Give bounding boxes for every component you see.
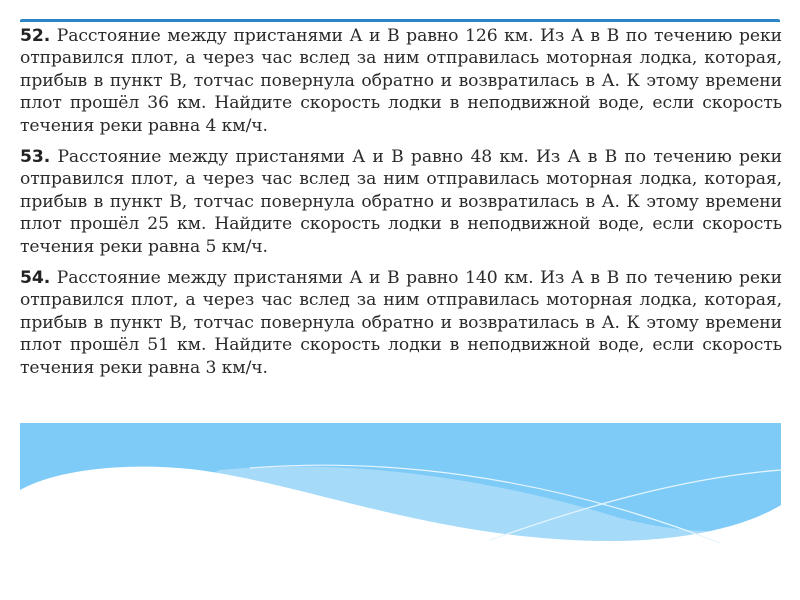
top-divider-line: [20, 19, 780, 22]
problem-text: Расстояние между пристанями А и В равно 48 км. Из А в В по течению реки отправился плот, а через час вслед за ним отправилась моторная лодка, которая, прибыв в пункт В, тотчас повернула обратно и возвратилась в А. К этому времени плот прошёл 25 км. Найдите скорость лодки в неподвижной воде, если скорость течения реки равна 5 км/ч.: [20, 147, 782, 257]
problem-number: 53.: [20, 147, 51, 168]
problem-text: Расстояние между пристанями А и В равно 126 км. Из А в В по течению реки отправился плот, а через час вслед за ним отправилась моторная лодка, которая, прибыв в пункт В, тотчас повернула обратно и возвратилась в А. К этому времени плот прошёл 36 км. Найдите скорость лодки в неподвижной воде, если скорость течения реки равна 4 км/ч.: [20, 26, 782, 136]
problem-54: [20, 267, 782, 379]
problem-text: Расстояние между пристанями А и В равно 140 км. Из А в В по течению реки отправился плот, а через час вслед за ним отправилась моторная лодка, которая, прибыв в пункт В, тотчас повернула обратно и возвратилась в А. К этому времени плот прошёл 51 км. Найдите скорость лодки в неподвижной воде, если скорость течения реки равна 3 км/ч.: [20, 268, 782, 378]
problem-number: 52.: [20, 26, 51, 46]
problem-number: 54.: [20, 268, 51, 289]
problem-list: [20, 25, 782, 388]
decorative-wave-banner: [20, 423, 781, 548]
problem-52: [20, 25, 782, 137]
problem-53: [20, 146, 782, 258]
